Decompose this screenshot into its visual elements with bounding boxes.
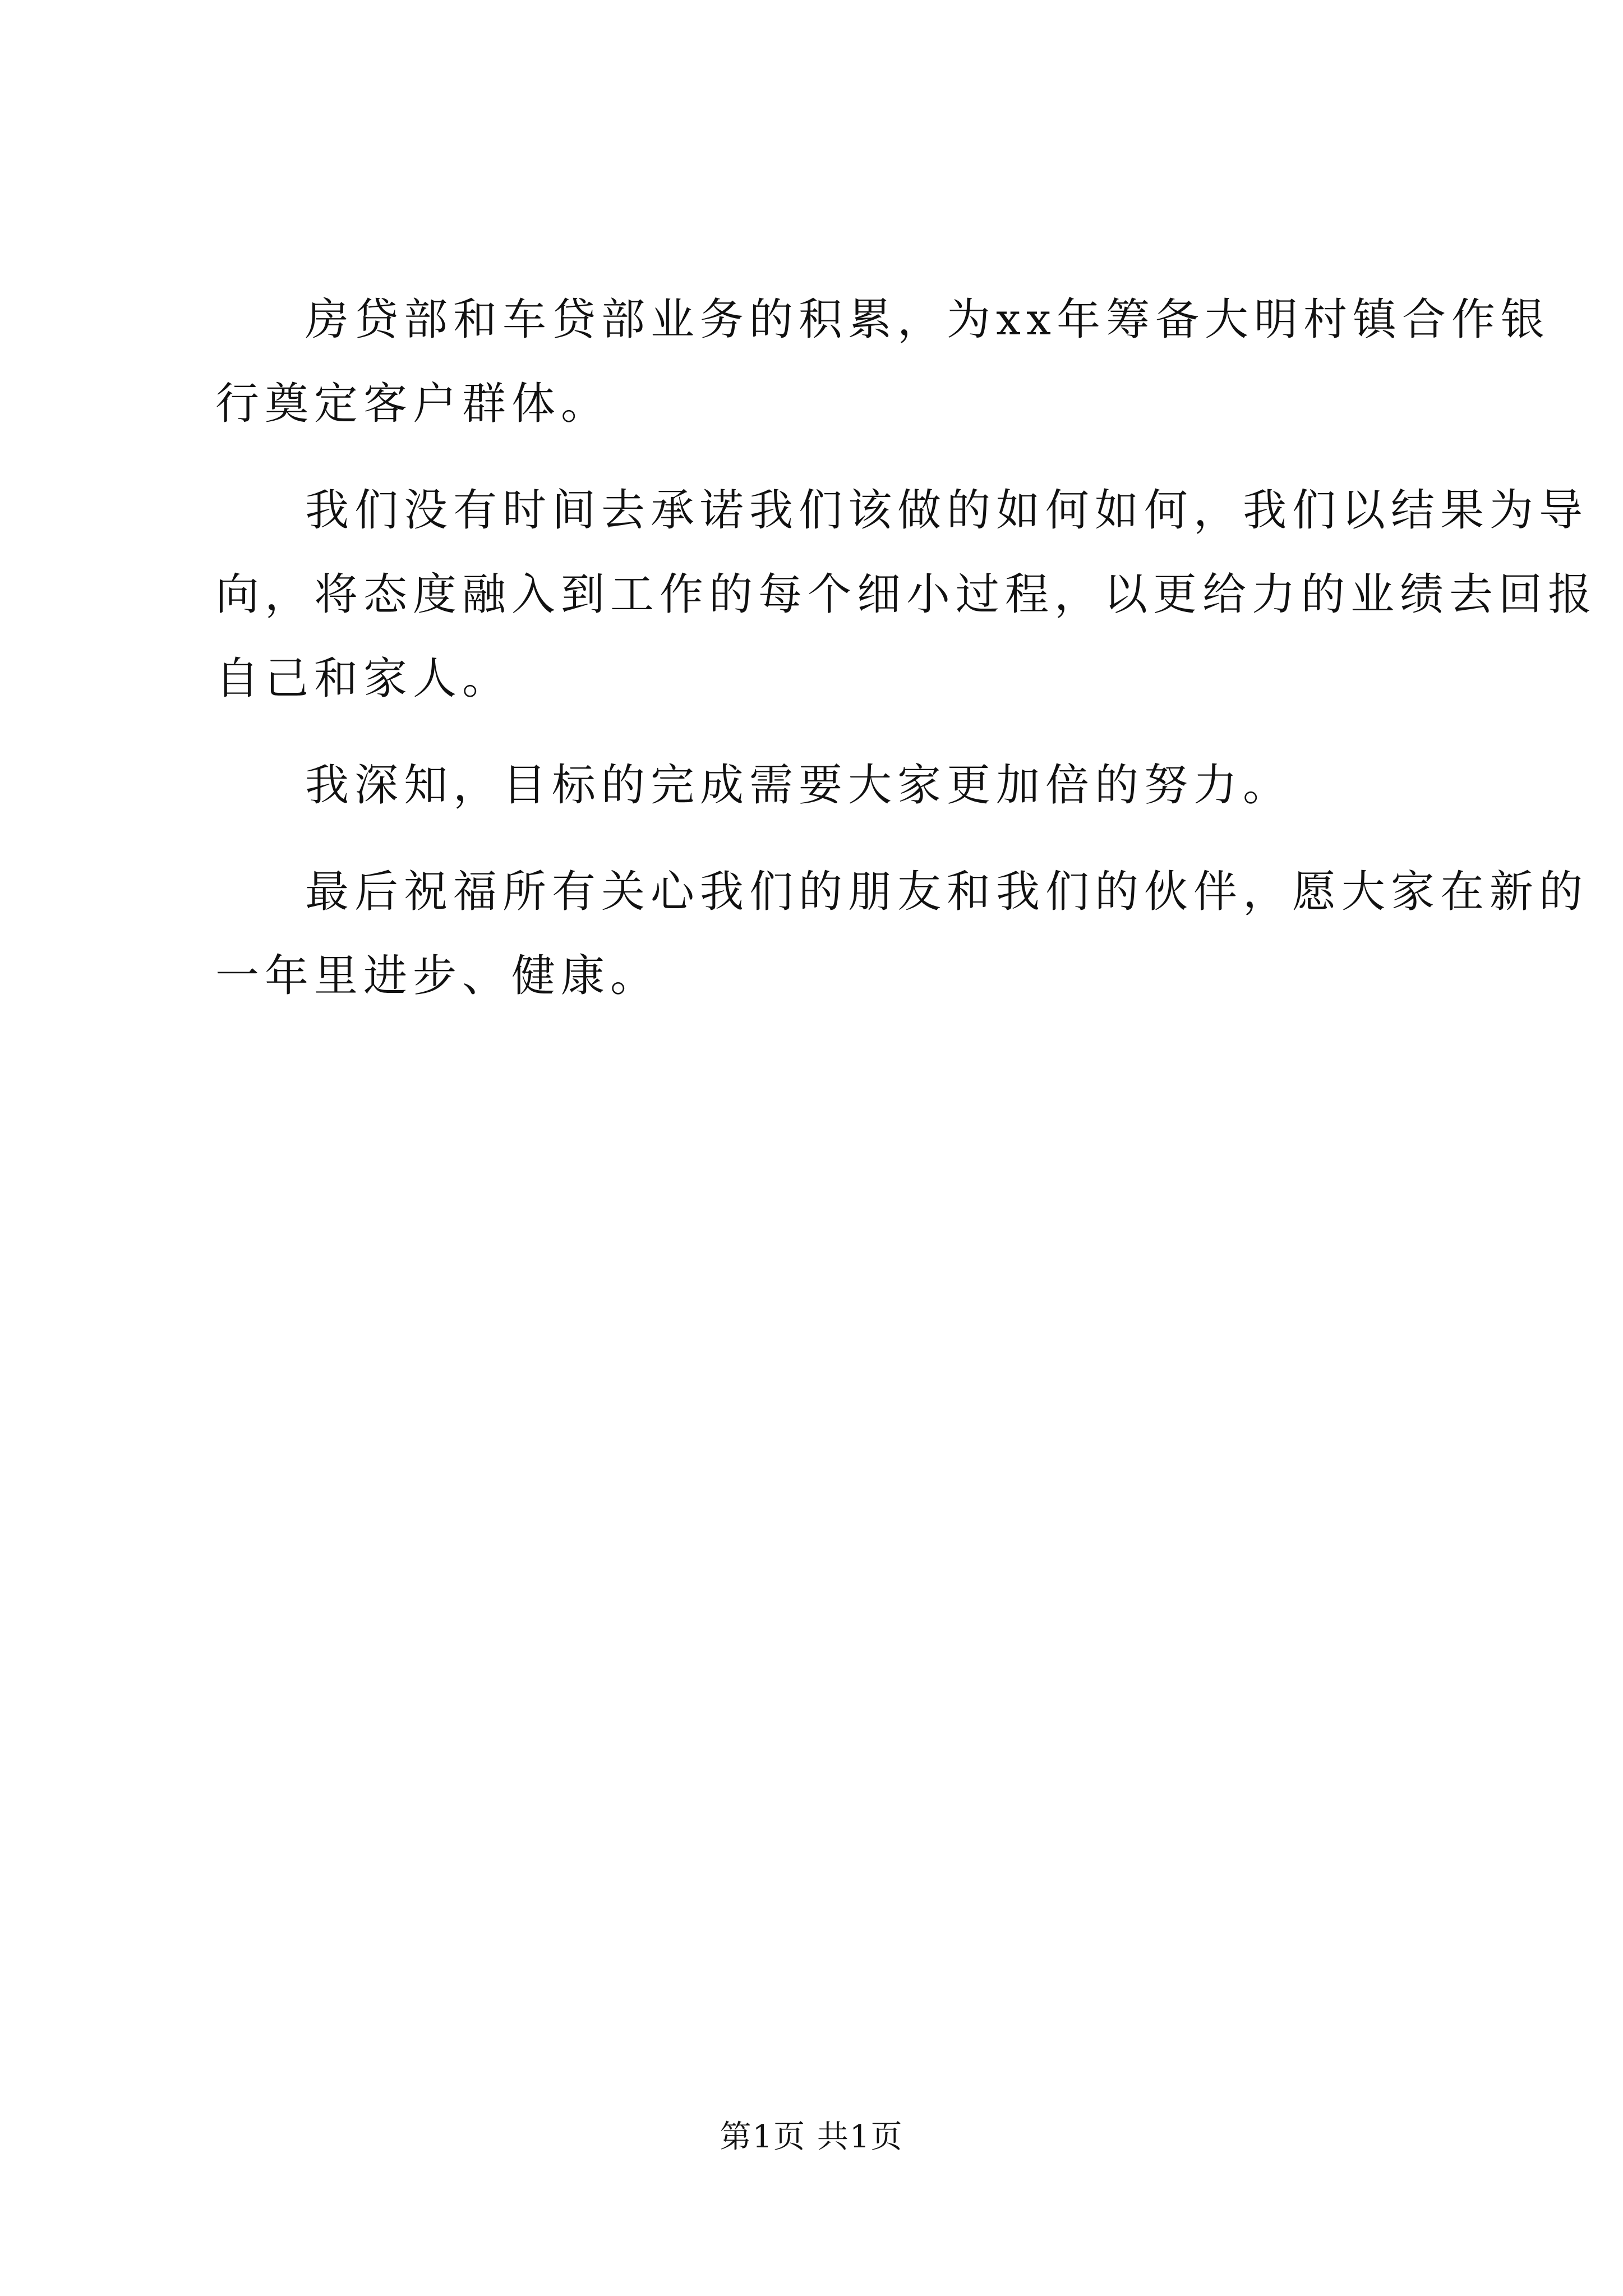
paragraph-4-line-2: 一年里进步、健康。: [215, 951, 660, 1001]
paragraph-2-line-3: 自己和家人。: [215, 654, 512, 704]
paragraph-3-line-1: 我深知，目标的完成需要大家更加倍的努力。: [305, 760, 1293, 811]
paragraph-4-line-1: 最后祝福所有关心我们的朋友和我们的伙伴，愿大家在新的: [305, 867, 1589, 917]
paragraph-1-line-2: 行奠定客户群体。: [215, 379, 611, 429]
paragraph-2-line-1: 我们没有时间去承诺我们该做的如何如何，我们以结果为导: [305, 485, 1589, 536]
page-footer: 第1页 共1页: [720, 2119, 903, 2155]
paragraph-1-line-1: 房贷部和车贷部业务的积累，为xx年筹备大明村镇合作银: [305, 295, 1550, 345]
paragraph-2-line-2: 向，将态度融入到工作的每个细小过程，以更给力的业绩去回报: [215, 569, 1598, 620]
